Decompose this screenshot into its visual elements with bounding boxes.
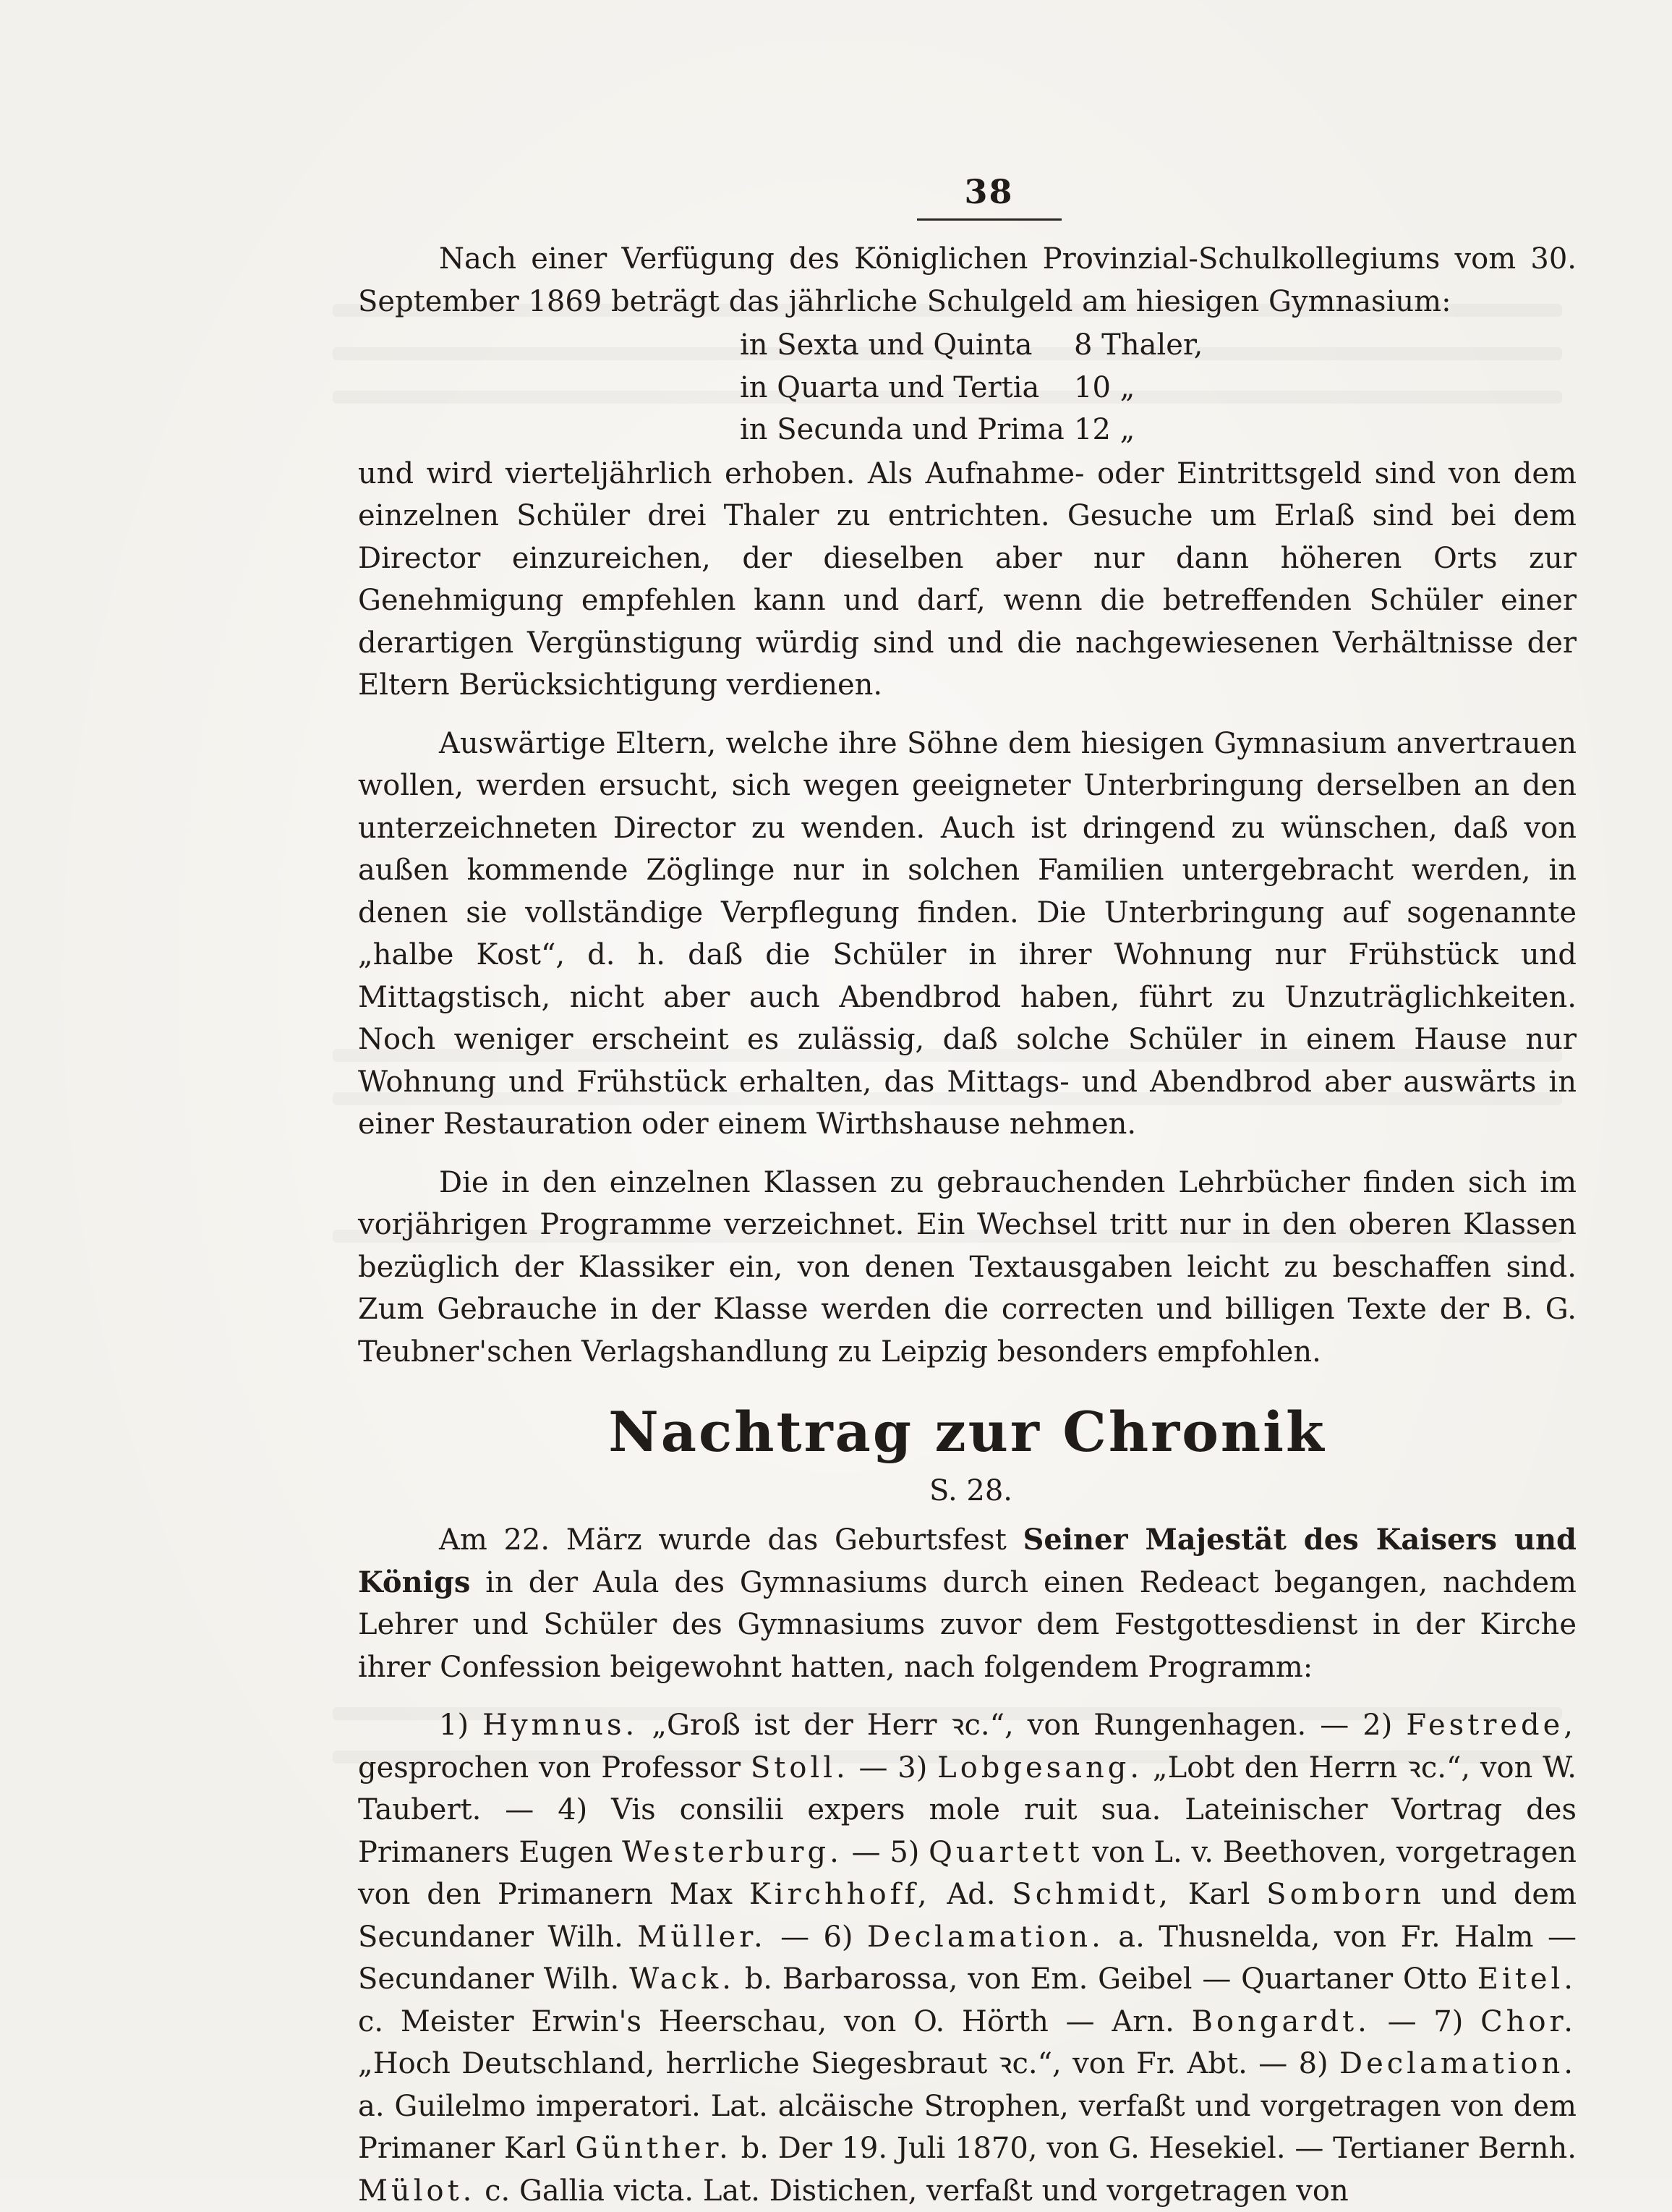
program-item-title: Lobgesang. [937,1751,1143,1785]
fee-amount: 12 „ [1074,413,1135,446]
page-number: 38 [964,172,1014,211]
text-run: „Groß ist der Herr ꝛc.“, von Rungenhagen. — 2) [638,1709,1407,1742]
emphasis-majesty: Seiner Majestät des Kaisers und Königs [358,1523,1577,1599]
page-number-rule [917,218,1062,221]
text-run: Ad. [930,1878,1012,1911]
text-run: — 6) [766,1920,867,1954]
text-run: „Hoch Deutschland, herrliche Siegesbraut ꝛc.“, von Fr. Abt. — 8) [358,2047,1339,2080]
paragraph-lodging: Auswärtige Eltern, welche ihre Söhne dem hiesigen Gymnasium anvertrauen wollen, werden ersucht, sich wegen geeigneter Unterbringung derselben an den unterzeichneten Director zu wenden. Auch ist dringend zu wünschen, daß von außen kommende Zöglinge nur in solchen Familien untergebracht werden, in denen sie vollständige Verpflegung finden. Die Unterbringung auf sogenannte „halbe Kost“, d. h. daß die Schüler in ihrer Wohnung nur Frühstück und Mittagstisch, nicht aber auch Abendbrod haben, führt zu Unzuträglichkeiten. Noch weniger erscheint es zulässig, daß solche Schüler in einem Hause nur Wohnung und Frühstück erhalten, das Mittags- und Abendbrod aber auswärts in einer Restauration oder einem Wirthshause nehmen. [358,726,1577,1141]
text-run: c. Meister Erwin's Heerschau, von O. Hörth — Arn. [358,2004,1192,2038]
fee-amount: 10 „ [1074,370,1135,404]
text-run: c. Gallia victa. Lat. Distichen, verfaßt und vorgetragen von [475,2174,1349,2208]
text-run: „Lobt den Herrn ꝛc.“, von W. Taubert. — 4) Vis consilii expers mole ruit sua. Lateinischer Vortrag des Primaners Eugen [358,1751,1577,1869]
text-run: b. Barbarossa, von Em. Geibel — Quartaner Otto [734,1962,1477,1996]
text-run: von L. v. Beethoven, vorgetragen von den Primanern Max [358,1835,1577,1911]
text-run: — 7) [1370,2004,1481,2038]
paragraph-school-fee-rest: und wird vierteljährlich erhoben. Als Aufnahme- oder Eintrittsgeld sind von dem einzelnen Schüler drei Thaler zu entrichten. Gesuche um Erlaß sind bei dem Director einzureichen, der dieselben aber nur dann höheren Orts zur Genehmigung empfehlen kann und darf, wenn die betreffenden Schüler einer derartigen Vergünstigung würdig sind und die nachgewiesenen Verhältnisse der Eltern Berücksichtigung verdienen. [358,456,1577,702]
fee-row [740,324,1577,367]
paragraph-textbooks: Die in den einzelnen Klassen zu gebrauchenden Lehrbücher finden sich im vorjährigen Programme verzeichnet. Ein Wechsel tritt nur in den oberen Klassen bezüglich der Klassiker ein, von denen Textausgaben leicht zu beschaffen sind. Zum Gebrauche in der Klasse werden die correcten und billigen Texte der B. G. Teubner'schen Verlagshandlung zu Leipzig besonders empfohlen. [358,1165,1577,1369]
person-name: Müller. [637,1920,767,1954]
person-name: Somborn [1266,1878,1425,1911]
person-name: Eitel. [1477,1962,1577,1996]
paragraph-school-fee-intro: Nach einer Verfügung des Königlichen Provinzial-Schulkollegiums vom 30. September 1869 beträgt das jährliche Schulgeld am hiesigen Gymnasium: [358,242,1577,318]
page-text [358,172,1577,2212]
text-run: und dem Secundaner Wilh. [358,1878,1577,1954]
person-name: Günther. [575,2132,732,2165]
paragraph-birthday-celebration [358,1519,1577,1688]
person-name: Stoll. [750,1751,849,1785]
section-page-reference: S. 28. [929,1474,1013,1507]
person-name: Mülot. [358,2174,476,2208]
program-item-title: Quartett [929,1835,1083,1869]
fee-row [740,409,1577,451]
text-run: a. Thusnelda, von Fr. Halm — Secundaner Wilh. [358,1920,1577,1996]
school-fee-table [740,324,1577,451]
text-run: a. Guilelmo imperatori. Lat. alcäische Strophen, verfaßt und vorgetragen von dem Primaner Karl [358,2089,1577,2165]
person-name: Kirchhoff, [748,1878,931,1911]
fee-classes: in Secunda und Prima [740,413,1065,446]
text-run: — 3) [848,1751,938,1785]
text-run: 1) [439,1709,483,1742]
program-item-title: Declamation. [866,1920,1104,1954]
program-item-title: Chor. [1480,2004,1577,2038]
person-name: Wack. [629,1962,735,1996]
fee-row [740,367,1577,409]
program-item-title: Festrede, [1406,1709,1577,1742]
text-run: — 5) [842,1835,929,1869]
person-name: Bongardt. [1191,2004,1370,2038]
paragraph-program [358,1704,1577,2212]
person-name: Westerburg. [622,1835,843,1869]
fee-classes: in Sexta und Quinta [740,328,1033,362]
person-name: Schmidt, [1012,1878,1172,1911]
text-run: gesprochen von Professor [358,1751,751,1785]
fee-amount: 8 Thaler, [1074,328,1203,362]
text-run: in der Aula des Gymnasiums durch einen Redeact begangen, nachdem Lehrer und Schüler des Gymnasiums zuvor dem Festgottesdienst in der Kirche ihrer Confession beigewohnt hatten, nach folgendem Programm: [358,1565,1577,1684]
fee-classes: in Quarta und Tertia [740,370,1040,404]
program-item-title: Hymnus. [482,1709,639,1742]
section-title: Nachtrag zur Chronik [608,1400,1326,1464]
text-run: b. Der 19. Juli 1870, von G. Hesekiel. — Tertianer Bernh. [731,2132,1577,2165]
text-run: Karl [1171,1878,1267,1911]
program-item-title: Declamation. [1339,2047,1577,2080]
text-run: Am 22. März wurde das Geburtsfest [439,1523,1023,1557]
